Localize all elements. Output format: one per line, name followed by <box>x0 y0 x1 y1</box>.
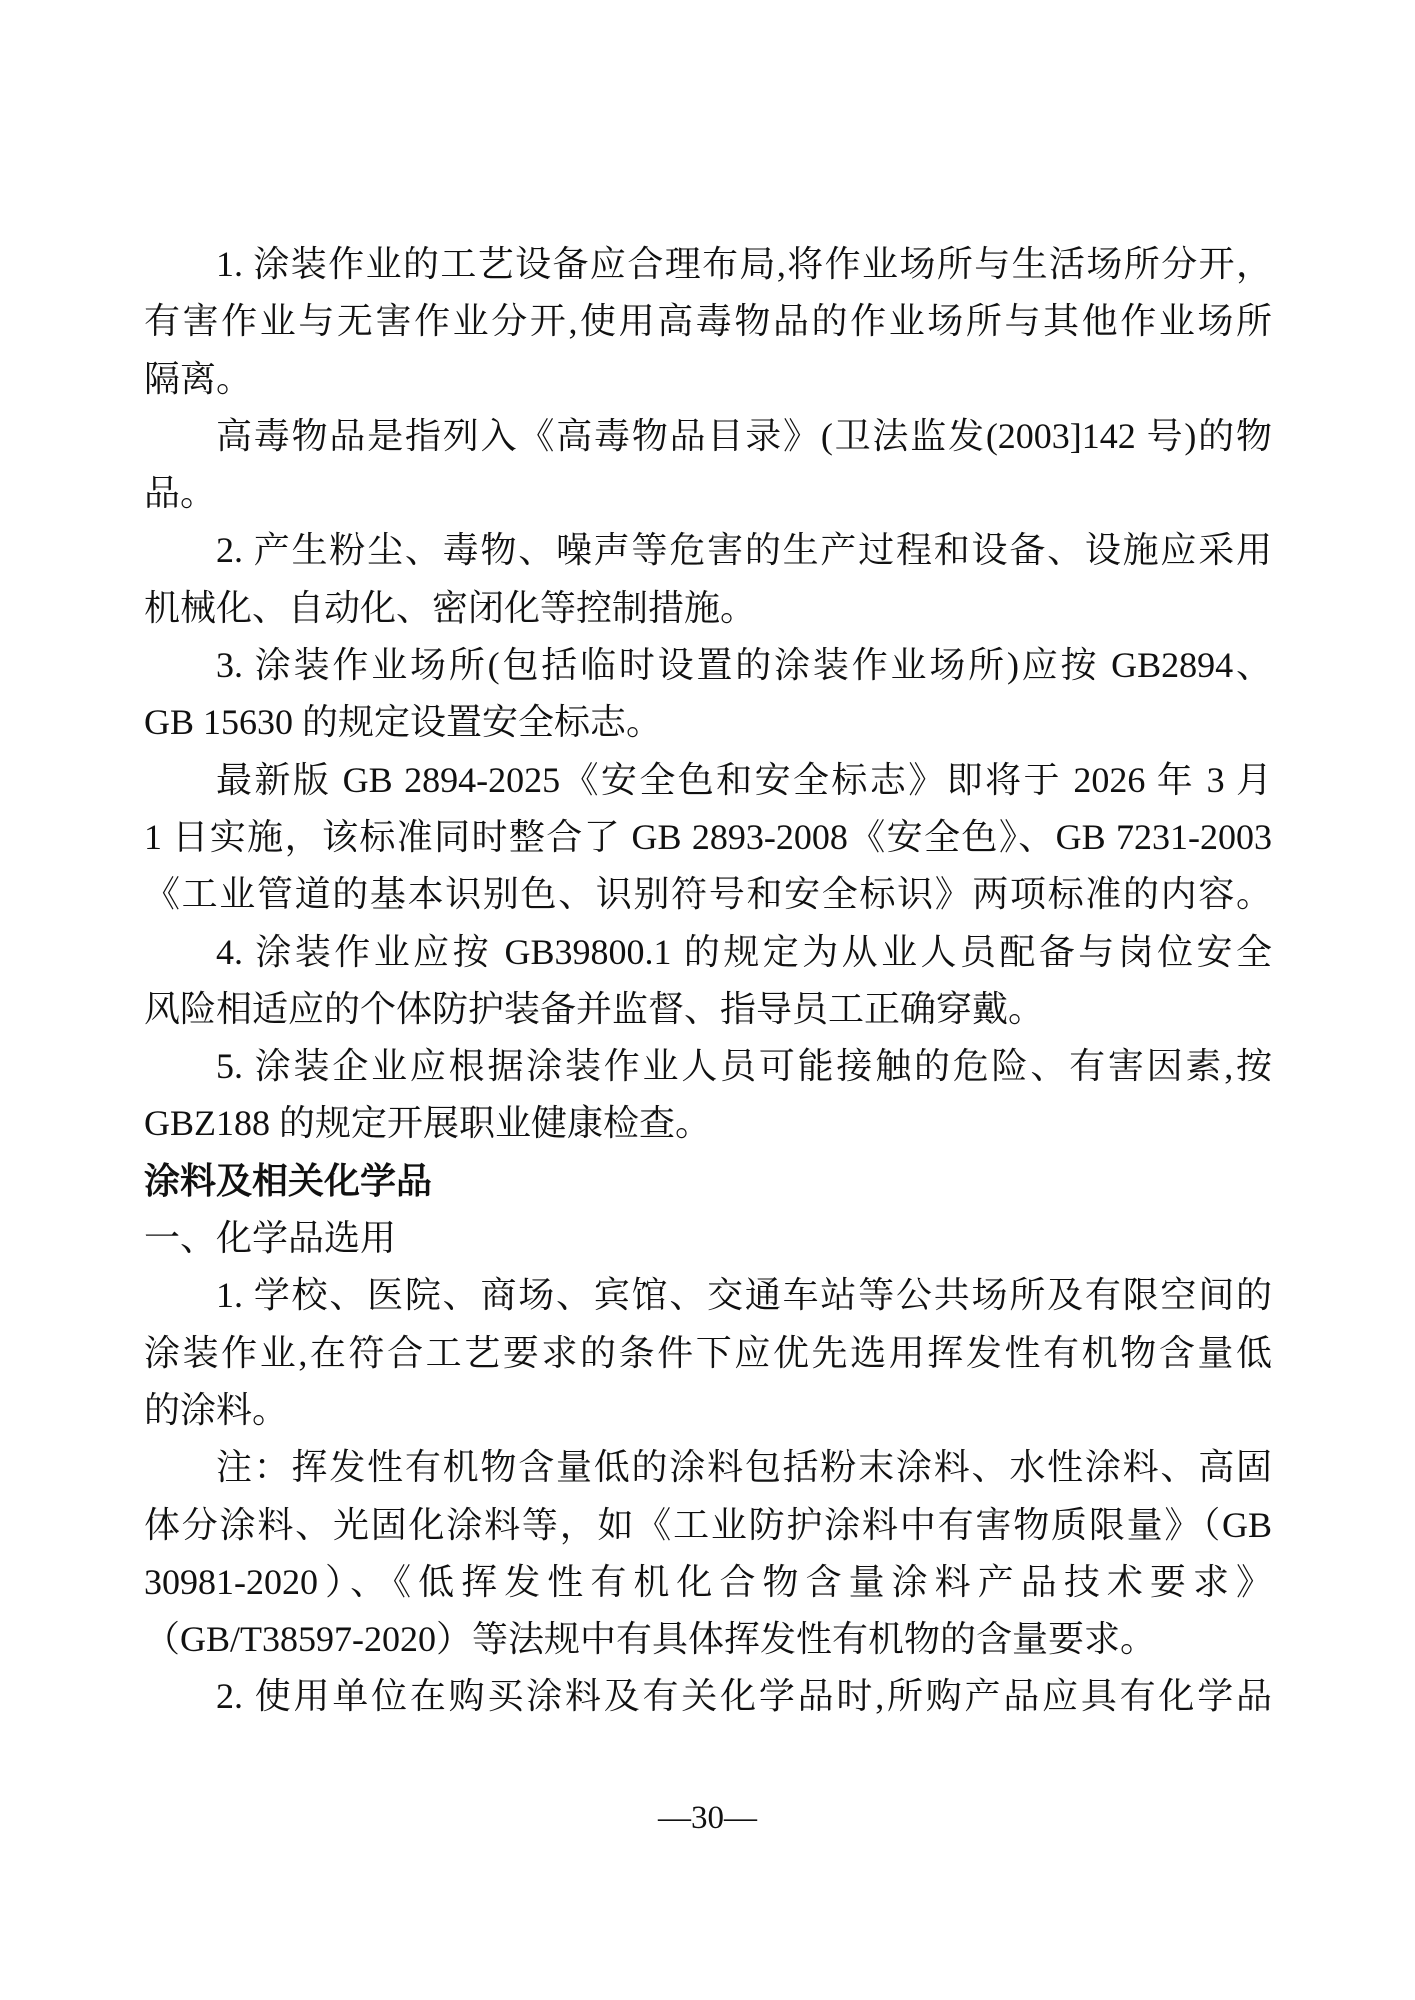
text-line: 品。 <box>144 473 217 514</box>
text-line: 风险相适应的个体防护装备并监督、指导员工正确穿戴。 <box>144 988 1045 1029</box>
text-line: 涂料及相关化学品 <box>144 1160 433 1201</box>
page-number: —30— <box>658 1800 757 1836</box>
text-line: GB 15630 的规定设置安全标志。 <box>144 702 663 743</box>
text-line: 3. 涂装作业场所(包括临时设置的涂装作业场所)应按 GB2894、 <box>216 645 1272 686</box>
text-line: 4. 涂装作业应按 GB39800.1 的规定为从业人员配备与岗位安全 <box>216 931 1272 972</box>
text-line: （GB/T38597-2020）等法规中有具体挥发性有机物的含量要求。 <box>144 1619 1156 1660</box>
text-line: 注：挥发性有机物含量低的涂料包括粉末涂料、水性涂料、高固 <box>216 1447 1272 1488</box>
page-body <box>144 236 1272 1726</box>
text-line: 30981-2020）、《低挥发性有机化合物含量涂料产品技术要求》 <box>144 1561 1272 1602</box>
text-line: 《工业管道的基本识别色、识别符号和安全标识》两项标准的内容。 <box>144 874 1272 915</box>
text-line: 1. 涂装作业的工艺设备应合理布局,将作业场所与生活场所分开， <box>216 244 1272 284</box>
text-line: 2. 产生粉尘、毒物、噪声等危害的生产过程和设备、设施应采用 <box>216 530 1272 571</box>
text-line: 有害作业与无害作业分开,使用高毒物品的作业场所与其他作业场所 <box>144 301 1272 342</box>
text-line: 2. 使用单位在购买涂料及有关化学品时,所购产品应具有化学品 <box>216 1676 1272 1717</box>
text-line: 隔离。 <box>144 358 253 399</box>
text-line: 体分涂料、光固化涂料等，如《工业防护涂料中有害物质限量》（GB <box>144 1504 1272 1545</box>
text-line: 的涂料。 <box>144 1389 289 1430</box>
text-line: 1 日实施，该标准同时整合了 GB 2893-2008《安全色》、GB 7231-2003 <box>144 816 1272 857</box>
text-line: 机械化、自动化、密闭化等控制措施。 <box>144 587 757 628</box>
text-line: 最新版 GB 2894-2025《安全色和安全标志》即将于 2026 年 3 月 <box>216 759 1272 800</box>
text-line: GBZ188 的规定开展职业健康检查。 <box>144 1103 712 1144</box>
text-line: 一、化学品选用 <box>144 1218 397 1259</box>
text-line: 5. 涂装企业应根据涂装作业人员可能接触的危险、有害因素,按 <box>216 1046 1272 1087</box>
text-line: 1. 学校、医院、商场、宾馆、交通车站等公共场所及有限空间的 <box>216 1275 1272 1316</box>
text-line: 涂装作业,在符合工艺要求的条件下应优先选用挥发性有机物含量低 <box>144 1332 1272 1373</box>
text-line: 高毒物品是指列入《高毒物品目录》(卫法监发(2003]142 号)的物 <box>216 415 1272 456</box>
